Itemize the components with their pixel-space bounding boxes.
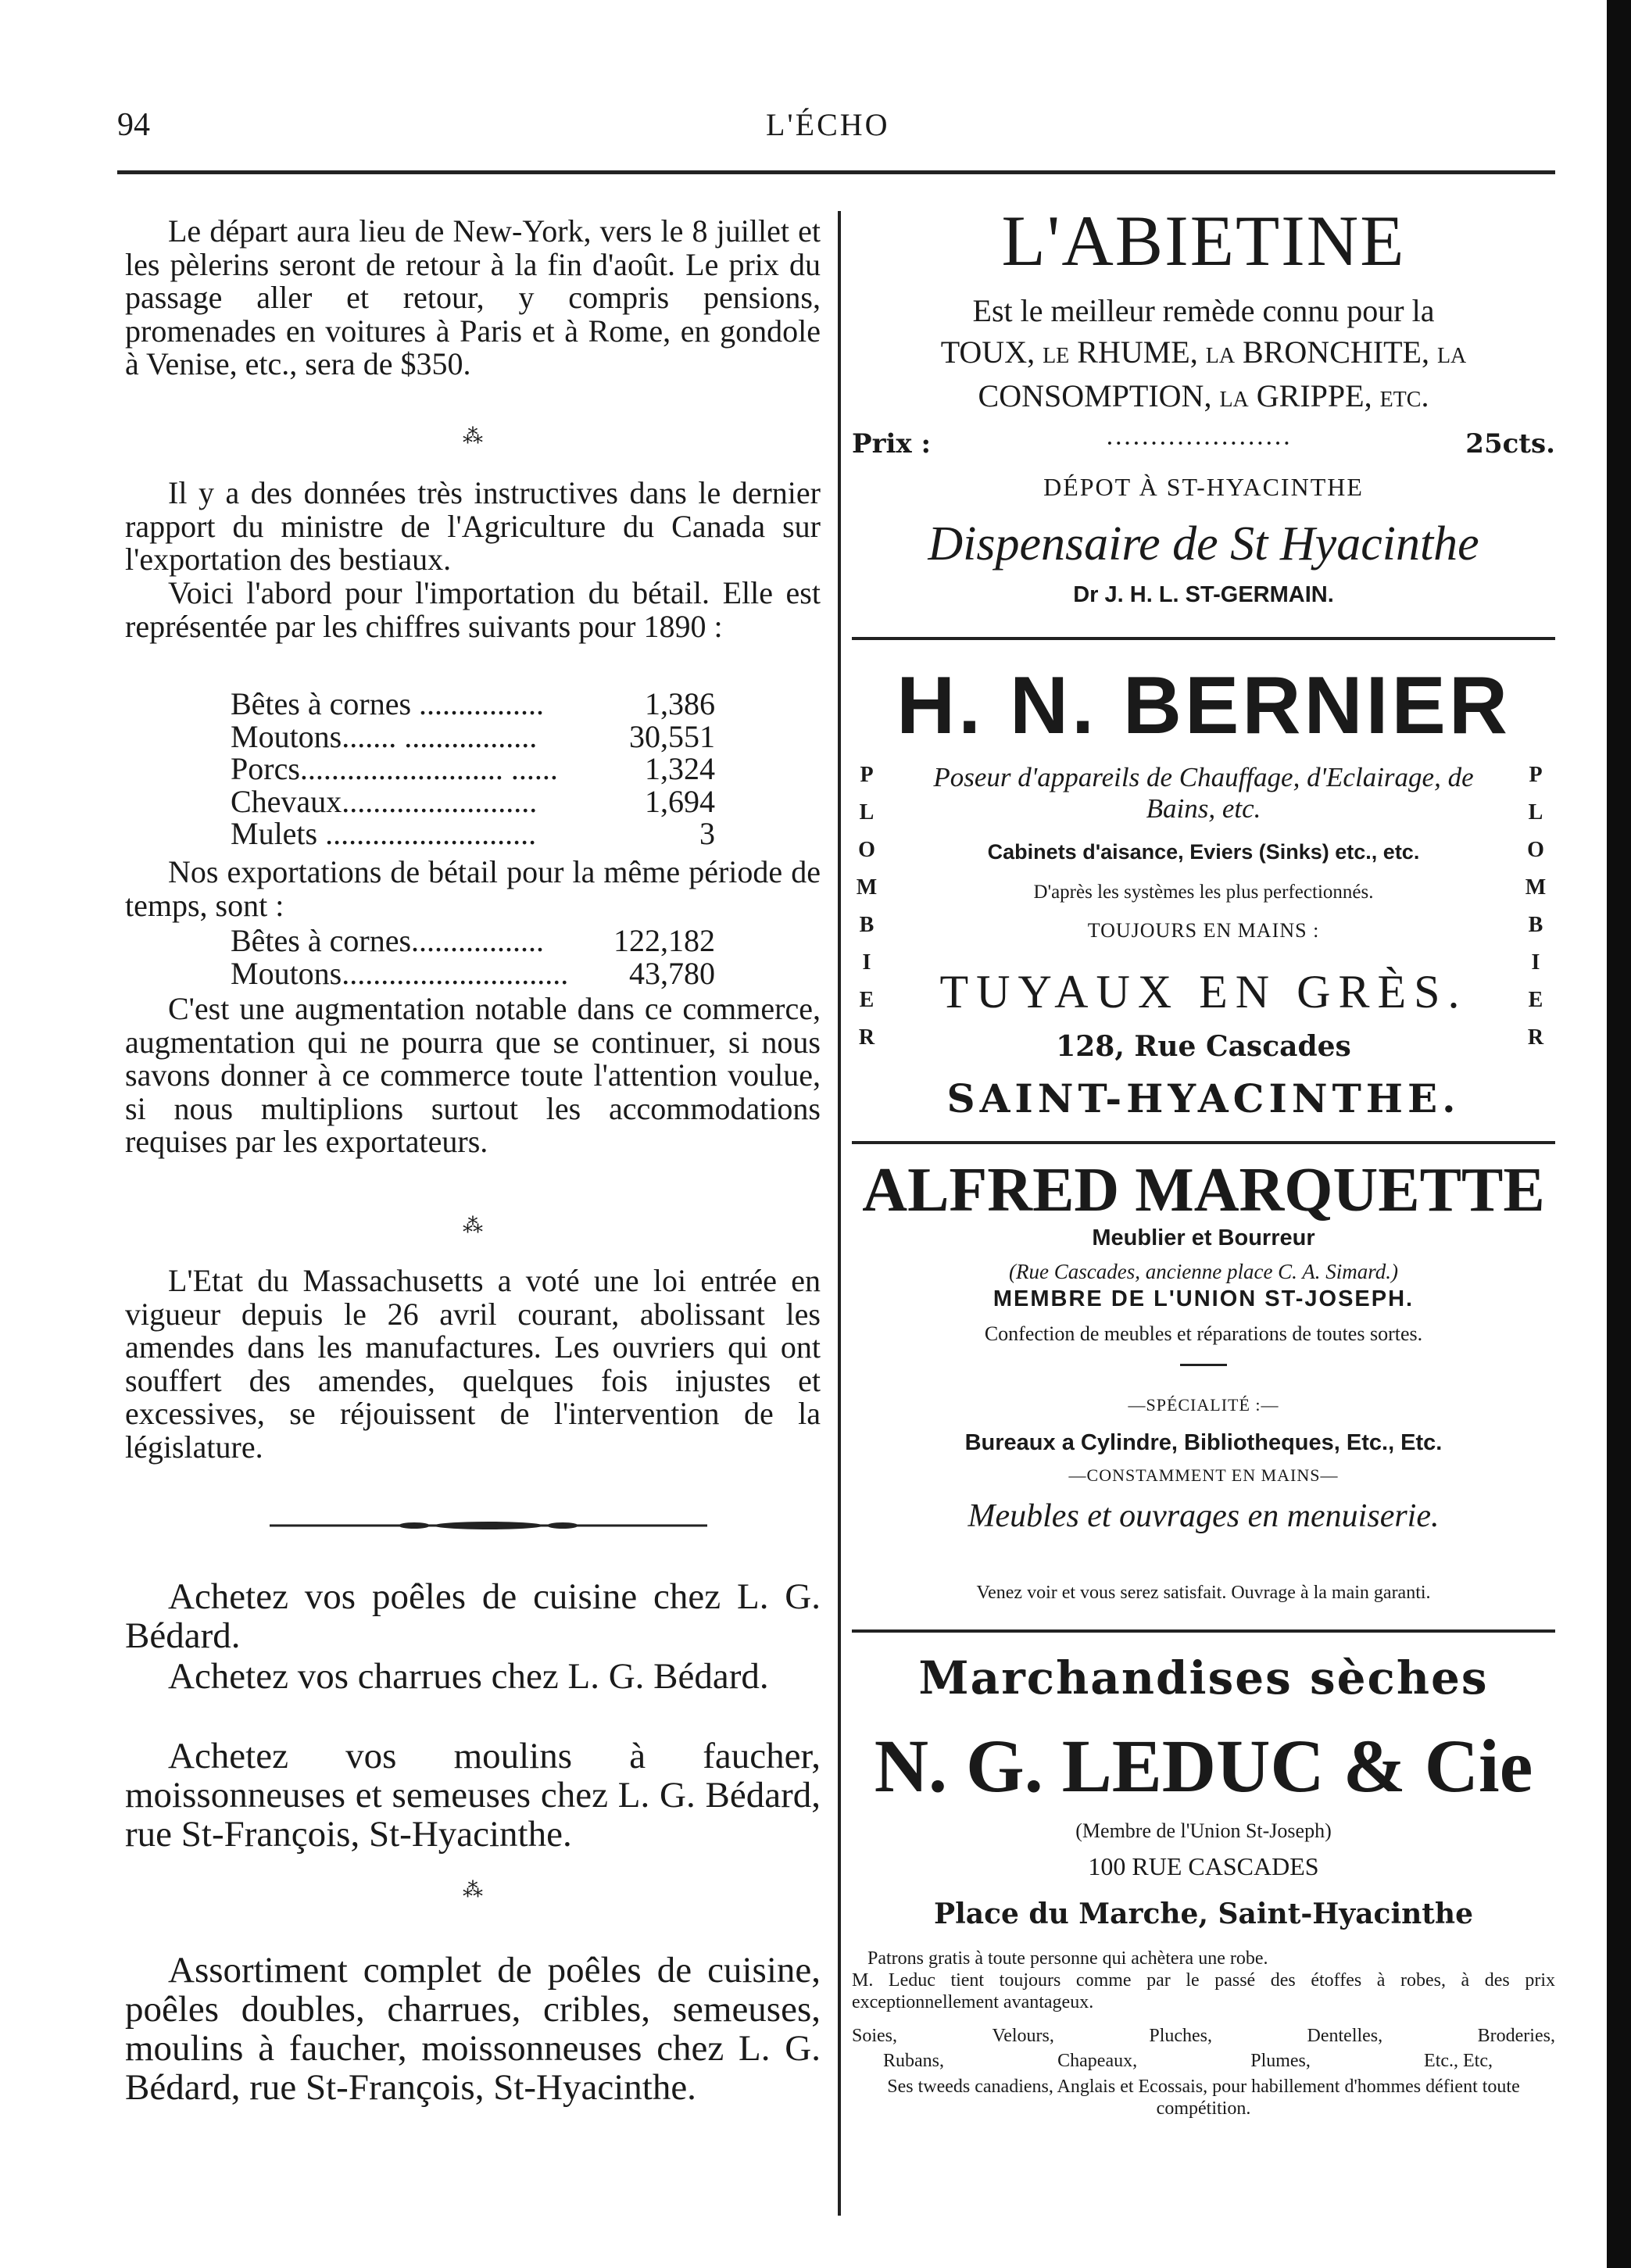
- side-letter: M: [856, 875, 878, 900]
- export-table: [231, 925, 715, 989]
- bernier-line5: TUYAUX EN GRÈS.: [939, 966, 1468, 1018]
- paragraph-report: Il y a des données très instructives dans le dernier rapport du ministre de l'Agriculture du Canada sur l'exportation des bestiaux.: [125, 475, 821, 577]
- bernier-line6: 128, Rue Cascades: [1056, 1030, 1351, 1063]
- marquette-meubles: Meubles et ouvrages en menuiserie.: [968, 1498, 1440, 1534]
- bernier-line3: D'après les systèmes les plus perfectionnés.: [1033, 882, 1374, 903]
- short-rule: [1180, 1364, 1227, 1366]
- prix-value: 25cts.: [1465, 428, 1555, 460]
- paragraph-import-intro: Voici l'abord pour l'importation du bétail. Elle est représentée par les chiffres suivants pour 1890 :: [125, 575, 821, 644]
- row-label: Mulets ...........................: [231, 817, 537, 850]
- side-letter: P: [1529, 763, 1543, 787]
- ad-bedard-charrues: Achetez vos charrues chez L. G. Bédard.: [168, 1656, 769, 1697]
- item: Rubans,: [883, 2051, 944, 2071]
- row-value: 30,551: [629, 718, 715, 754]
- paragraph-exports-intro: Nos exportations de bétail pour la même période de temps, sont :: [125, 854, 821, 923]
- table-row: [231, 721, 715, 753]
- side-letter: R: [1527, 1025, 1544, 1050]
- row-label: Moutons....... .................: [231, 720, 538, 753]
- abietine-line1: Est le meilleur remède connu pour la: [972, 293, 1435, 328]
- table-row: [231, 688, 715, 721]
- side-letter: M: [1525, 875, 1547, 900]
- marquette-constamment: —CONSTAMMENT EN MAINS—: [1068, 1465, 1339, 1485]
- ad-bedard-moulins: Achetez vos moulins à faucher, moissonneuses et semeuses chez L. G. Bédard, rue St-François, St-Hyacinthe.: [125, 1736, 821, 1855]
- bernier-name: H. N. BERNIER: [896, 660, 1511, 751]
- marquette-name: ALFRED MARQUETTE: [862, 1156, 1545, 1225]
- side-letter: E: [1528, 988, 1543, 1012]
- row-value: 43,780: [629, 955, 715, 991]
- section-stars: ⁂: [463, 1214, 483, 1237]
- bernier-line2: Cabinets d'aisance, Eviers (Sinks) etc., etc.: [987, 840, 1420, 864]
- paragraph-massachusetts: L'Etat du Massachusetts a voté une loi entrée en vigueur depuis le 26 avril courant, abolissant les amendes dans les manufactures. Les ouvriers qui ont souffert des amendes, quelques fois injustes et excessives, se réjouissent de l'intervention de la législature.: [125, 1263, 821, 1465]
- side-letter: P: [860, 763, 874, 787]
- paragraph-augmentation: C'est une augmentation notable dans ce commerce, augmentation qui ne pourra que se continuer, si nous savons donner à ce commerce toute l'attention voulue, si nous multiplions surtout les accommodations requises par les exportateurs.: [125, 991, 821, 1159]
- leduc-heading: Marchandises sèches: [918, 1651, 1489, 1705]
- section-stars: ⁂: [463, 1879, 483, 1901]
- side-letter: B: [1528, 913, 1543, 937]
- row-value: 3: [699, 816, 715, 851]
- marquette-bureaux: Bureaux a Cylindre, Bibliotheques, Etc., Etc.: [964, 1430, 1443, 1455]
- marquette-address: (Rue Cascades, ancienne place C. A. Simard.): [1009, 1260, 1398, 1283]
- side-letter: L: [859, 800, 875, 825]
- import-table: [231, 688, 715, 850]
- row-value: 1,386: [645, 686, 715, 721]
- row-value: 1,694: [645, 783, 715, 819]
- prix-label: Prix :: [852, 428, 932, 460]
- page-number: 94: [117, 107, 150, 143]
- table-row: [231, 753, 715, 785]
- bernier-side-right: [1522, 757, 1549, 1057]
- side-letter: I: [862, 950, 871, 975]
- column-rule: [838, 211, 841, 2216]
- ad-bedard-poeles: Achetez vos poêles de cuisine chez L. G. Bédard.: [125, 1576, 821, 1656]
- leduc-name: N. G. LEDUC & Cie: [874, 1724, 1533, 1808]
- marquette-specialite: —SPÉCIALITÉ :—: [1128, 1395, 1279, 1415]
- leduc-p1: Patrons gratis à toute personne qui achètera une robe.: [867, 1948, 1268, 1969]
- ornamental-divider: [270, 1521, 707, 1530]
- ad-bedard-assortiment: Assortiment complet de poêles de cuisine, poêles doubles, charrues, cribles, semeuses, moulins à faucher, moissonneuses chez L. G. Bédard, rue St-François, St-Hyacinthe.: [125, 1950, 821, 2108]
- abietine-dispensaire: Dispensaire de St Hyacinthe: [928, 517, 1479, 571]
- journal-title: L'ÉCHO: [766, 107, 890, 142]
- row-label: Bêtes à cornes ................: [231, 688, 545, 721]
- side-letter: L: [1528, 800, 1543, 825]
- side-letter: O: [858, 838, 875, 862]
- leduc-p3: Ses tweeds canadiens, Anglais et Ecossais, pour habillement d'hommes défient toute compétition.: [887, 2077, 1520, 2119]
- item: Pluches,: [1149, 2026, 1213, 2046]
- header-rule: [117, 170, 1555, 174]
- leduc-items-row1: [852, 2024, 1555, 2048]
- ad-separator: [852, 1629, 1555, 1633]
- bernier-line4: TOUJOURS EN MAINS :: [1087, 919, 1320, 942]
- leduc-items-row2: [883, 2049, 1493, 2073]
- side-letter: B: [859, 913, 875, 937]
- row-label: Moutons.............................: [231, 957, 569, 989]
- paragraph-pilgrimage: Le départ aura lieu de New-York, vers le 8 juillet et les pèlerins seront de retour à la fin d'août. Le prix du passage aller et retour, y compris pensions, promenades en voitures à Paris et à Rome, en gondole à Venise, etc., sera de $350.: [125, 213, 821, 381]
- abietine-prix: [852, 428, 1555, 460]
- section-stars: ⁂: [463, 425, 483, 448]
- table-row: [231, 817, 715, 850]
- side-letter: E: [859, 988, 875, 1012]
- scan-edge-shadow: [1607, 0, 1631, 2268]
- abietine-doctor: Dr J. H. L. ST-GERMAIN.: [1073, 582, 1334, 607]
- row-label: Bêtes à cornes.................: [231, 925, 545, 957]
- side-letter: I: [1531, 950, 1540, 975]
- leduc-membre: (Membre de l'Union St-Joseph): [1075, 1819, 1332, 1842]
- ad-separator: [852, 1141, 1555, 1144]
- leduc-p2: M. Leduc tient toujours comme par le passé des étoffes à robes, à des prix exceptionnellement avantageux.: [852, 1970, 1555, 2012]
- marquette-confection: Confection de meubles et réparations de toutes sortes.: [984, 1322, 1423, 1345]
- prix-dots: ·····················: [1105, 429, 1292, 458]
- leduc-place: Place du Marche, Saint-Hyacinthe: [934, 1898, 1473, 1930]
- row-value: 122,182: [613, 923, 715, 958]
- marquette-trade: Meublier et Bourreur: [1092, 1225, 1315, 1250]
- item: Chapeaux,: [1057, 2051, 1138, 2071]
- item: Plumes,: [1250, 2051, 1311, 2071]
- item: Broderies,: [1477, 2026, 1555, 2046]
- side-letter: R: [858, 1025, 875, 1050]
- item: Soies,: [852, 2026, 898, 2046]
- row-value: 1,324: [645, 751, 715, 786]
- bernier-side-left: [853, 757, 880, 1057]
- item: Velours,: [992, 2026, 1054, 2046]
- item: Etc., Etc,: [1424, 2051, 1493, 2071]
- side-letter: O: [1527, 838, 1544, 862]
- row-label: Porcs.......................... ......: [231, 753, 558, 785]
- abietine-line3: CONSOMPTION, la GRIPPE, etc.: [978, 378, 1429, 413]
- table-row: [231, 785, 715, 818]
- bernier-line7: SAINT-HYACINTHE.: [946, 1075, 1461, 1121]
- table-row: [231, 957, 715, 990]
- bernier-line1: Poseur d'appareils de Chauffage, d'Eclairage, de Bains, etc.: [933, 762, 1474, 824]
- abietine-title: L'ABIETINE: [1001, 201, 1406, 281]
- leduc-address: 100 RUE CASCADES: [1088, 1852, 1319, 1880]
- abietine-depot: DÉPOT À ST-HYACINTHE: [1043, 473, 1364, 501]
- marquette-venez: Venez voir et vous serez satisfait. Ouvrage à la main garanti.: [976, 1583, 1431, 1603]
- marquette-membre: MEMBRE DE L'UNION ST-JOSEPH.: [993, 1286, 1415, 1311]
- abietine-line2: TOUX, le RHUME, la BRONCHITE, la: [940, 334, 1467, 370]
- item: Dentelles,: [1307, 2026, 1383, 2046]
- row-label: Chevaux.........................: [231, 785, 538, 817]
- ad-separator: [852, 637, 1555, 640]
- table-row: [231, 925, 715, 957]
